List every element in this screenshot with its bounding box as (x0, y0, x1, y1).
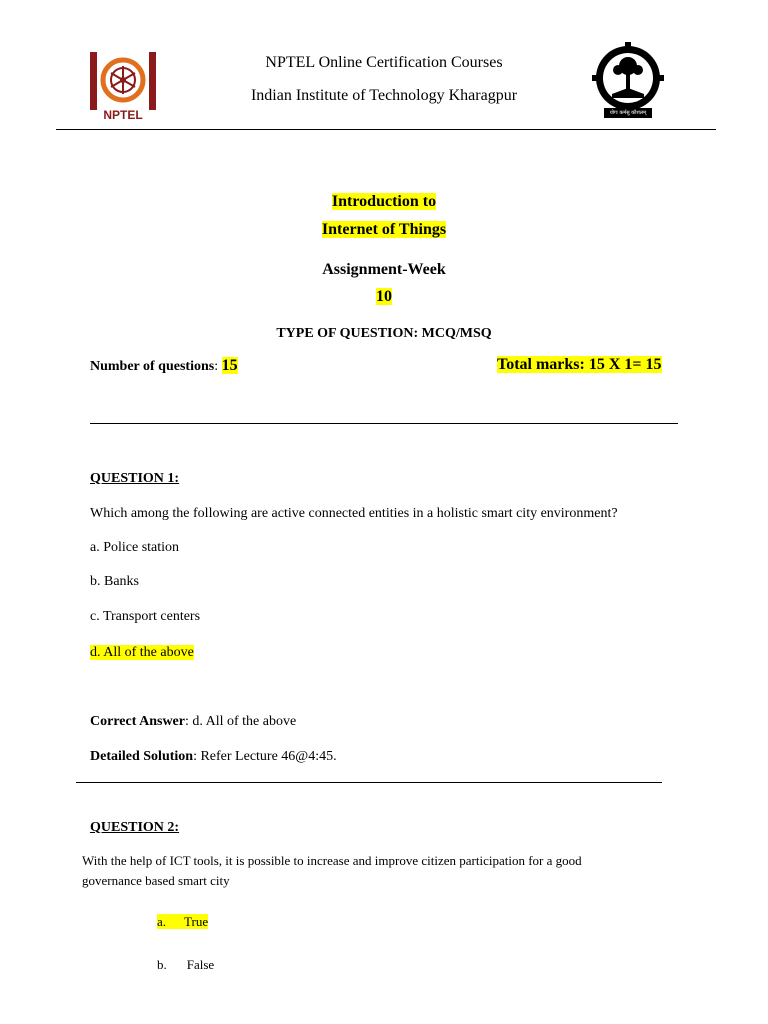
num-questions: Number of questions: 15 (90, 357, 238, 374)
assignment-title: Assignment-Week (322, 261, 446, 278)
question-1-detailed-solution: Detailed Solution: Refer Lecture 46@4:45. (90, 749, 337, 764)
question-2-text-line-2: governance based smart city (82, 873, 230, 888)
total-marks: Total marks: 15 X 1= 15 (497, 356, 662, 373)
question-type: TYPE OF QUESTION: MCQ/MSQ (276, 326, 492, 341)
question-1-text: Which among the following are active connected entities in a holistic smart city environment? (90, 506, 618, 521)
question-2-text-line-1: With the help of ICT tools, it is possible to increase and improve citizen participation for a good (82, 853, 582, 868)
header-line-1: NPTEL Online Certification Courses (265, 54, 503, 71)
question-2-option-a: a. True (157, 914, 209, 929)
question-2-option-b: b. False (157, 957, 215, 972)
course-title-line-1: Introduction to (331, 193, 437, 210)
question-1-option-c: c. Transport centers (90, 609, 201, 624)
week-number: 10 (376, 288, 392, 305)
course-title-line-2: Internet of Things (321, 221, 447, 238)
question-1-option-b: b. Banks (90, 574, 139, 589)
question-1-option-a: a. Police station (90, 540, 180, 555)
header-line-2: Indian Institute of Technology Kharagpur (250, 87, 518, 104)
iit-kgp-logo (592, 42, 664, 122)
section-rule-2 (76, 782, 662, 783)
nptel-logo-text: NPTEL (103, 108, 143, 122)
question-1-heading: QUESTION 1: (90, 471, 180, 486)
question-1-correct-answer: Correct Answer: d. All of the above (90, 714, 297, 729)
question-2-heading: QUESTION 2: (90, 820, 180, 835)
section-rule-1 (90, 423, 678, 424)
iit-kgp-motto: योगः कर्मसु कौशलम् (609, 110, 647, 116)
question-1-option-d: d. All of the above (90, 645, 194, 660)
header-rule (56, 129, 716, 130)
